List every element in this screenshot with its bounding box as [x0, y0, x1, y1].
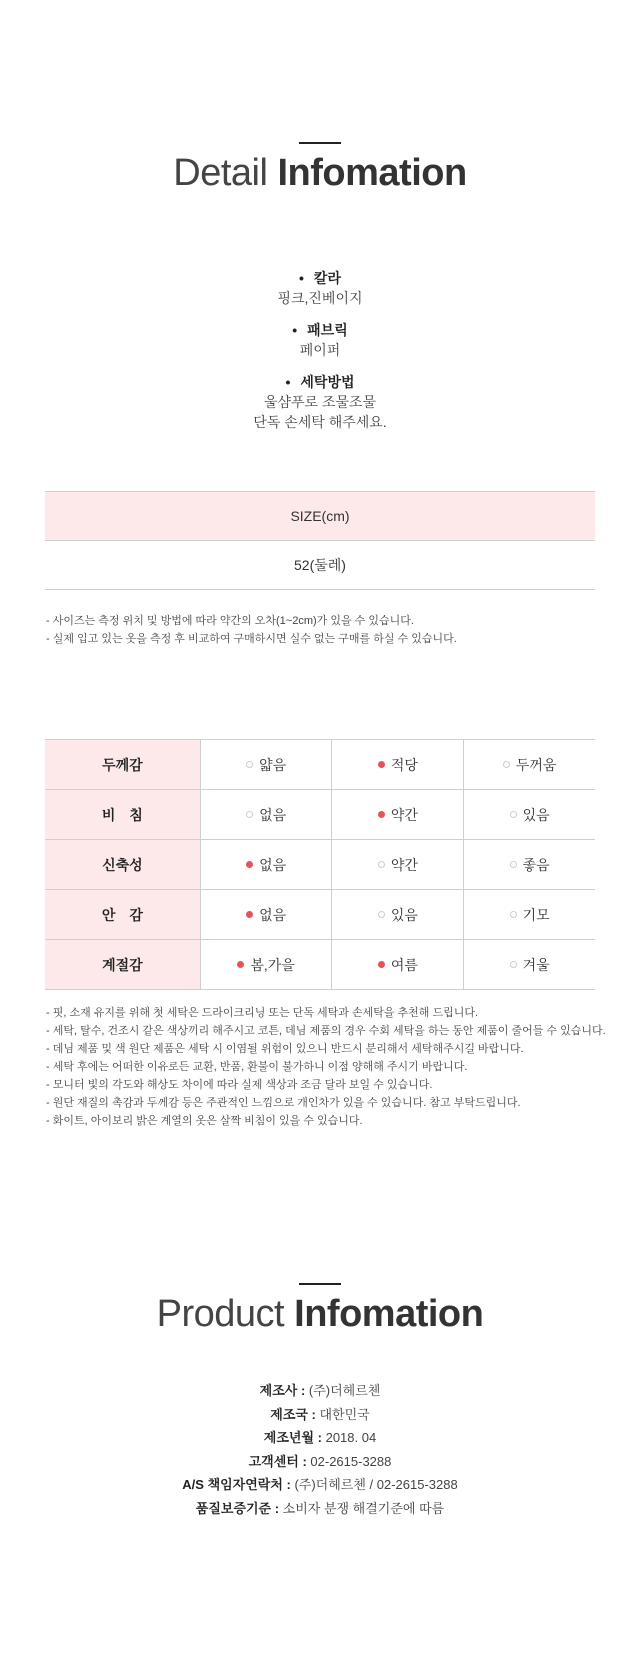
attribute-option — [200, 840, 332, 890]
attribute-option — [332, 790, 464, 840]
product-info-value: (주)더헤르첸 — [308, 1383, 381, 1398]
product-heading-bar — [299, 1283, 341, 1285]
detail-heading-bold: Infomation — [277, 152, 467, 194]
dot-off-icon — [503, 761, 510, 768]
dot-off-icon — [378, 861, 385, 868]
product-info-list — [0, 1379, 640, 1520]
note-line: - 원단 재질의 촉감과 두께감 등은 주관적인 느낌으로 개인차가 있을 수 있습니다. 참고 부탁드립니다. — [46, 1097, 521, 1109]
product-info-row — [0, 1497, 640, 1521]
option-text: 없음 — [259, 856, 287, 873]
attribute-option — [332, 940, 464, 990]
product-heading-light: Product — [156, 1293, 285, 1335]
product-info-key: 제조년월 : — [263, 1430, 326, 1445]
option-text: 봄,가을 — [250, 956, 295, 973]
dot-off-icon — [246, 811, 253, 818]
product-info-key: 제조국 : — [270, 1406, 320, 1422]
attribute-option — [464, 890, 595, 940]
option-text: 약간 — [390, 856, 418, 873]
note-line: - 데님 제품 및 색 원단 제품은 세탁 시 이염될 위험이 있으니 반드시 분리해서 세탁해주시길 바랍니다. — [46, 1043, 524, 1055]
product-info-value: 2018. 04 — [325, 1430, 377, 1445]
note-line: - 실제 입고 있는 옷을 측정 후 비교하여 구매하시면 실수 없는 구매를 하실 수 있습니다. — [46, 633, 457, 645]
size-table-value: 52(둘레) — [45, 541, 595, 590]
product-info-value: 대한민국 — [319, 1406, 370, 1422]
attribute-label: 신축성 — [45, 840, 200, 890]
note-line: - 사이즈는 측정 위치 및 방법에 따라 약간의 오차(1~2cm)가 있을 수 있습니다. — [46, 615, 414, 627]
dot-off-icon — [510, 911, 517, 918]
detail-item-fabric — [0, 320, 640, 360]
option-text: 두꺼움 — [515, 756, 557, 773]
attribute-label: 두께감 — [45, 740, 200, 790]
attribute-option — [464, 790, 595, 840]
attribute-option — [332, 840, 464, 890]
size-notes — [46, 612, 606, 648]
attribute-option — [464, 840, 595, 890]
product-heading-bold: Infomation — [294, 1293, 484, 1335]
option-text: 약간 — [390, 806, 418, 823]
detail-label: 패브릭 — [307, 322, 348, 338]
product-info-value: 소비자 분쟁 해결기준에 따름 — [282, 1500, 445, 1516]
detail-heading-light: Detail — [173, 152, 268, 194]
detail-item-color — [0, 268, 640, 308]
detail-label: 세탁방법 — [300, 374, 355, 390]
detail-label: 칼라 — [313, 270, 341, 286]
detail-list — [0, 268, 640, 444]
dot-off-icon — [246, 761, 253, 768]
bullet-icon: • — [292, 322, 298, 338]
dot-on-icon — [237, 961, 244, 968]
product-info-value: (주)더헤르첸 / 02-2615-3288 — [294, 1477, 458, 1492]
detail-value: 페이퍼 — [299, 342, 341, 358]
attribute-table — [45, 739, 595, 990]
detail-heading — [0, 152, 640, 195]
dot-on-icon — [246, 861, 253, 868]
product-info-key: 고객센터 : — [248, 1453, 311, 1469]
dot-on-icon — [378, 761, 385, 768]
bullet-icon: • — [285, 374, 291, 390]
detail-item-washing — [0, 372, 640, 432]
product-info-row — [0, 1473, 640, 1497]
dot-on-icon — [246, 911, 253, 918]
option-text: 있음 — [522, 806, 550, 823]
option-text: 좋음 — [522, 856, 550, 873]
attribute-option — [200, 740, 332, 790]
product-info-row — [0, 1426, 640, 1450]
detail-value: 울샴푸로 조물조물 — [263, 394, 377, 410]
attribute-option — [200, 940, 332, 990]
bullet-icon: • — [299, 270, 304, 286]
attribute-option — [200, 890, 332, 940]
note-line: - 세탁 후에는 어떠한 이유로든 교환, 반품, 환불이 불가하니 이점 양해해 주시기 바랍니다. — [46, 1061, 468, 1073]
attribute-option — [332, 740, 464, 790]
attribute-row-sheerness — [45, 790, 595, 840]
note-line: - 핏, 소재 유지를 위해 첫 세탁은 드라이크리닝 또는 단독 세탁과 손세탁을 추천해 드립니다. — [46, 1007, 479, 1019]
attribute-row-thickness — [45, 740, 595, 790]
attribute-label: 비 침 — [45, 790, 200, 840]
attribute-label: 안 감 — [45, 890, 200, 940]
dot-on-icon — [378, 811, 385, 818]
option-text: 있음 — [390, 906, 418, 923]
dot-off-icon — [510, 811, 517, 818]
product-info-row — [0, 1379, 640, 1403]
option-text: 얇음 — [259, 756, 287, 773]
product-heading — [0, 1293, 640, 1336]
detail-value: 핑크,진베이지 — [277, 290, 363, 306]
attribute-label: 계절감 — [45, 940, 200, 990]
note-line: - 모니터 빛의 각도와 해상도 차이에 따라 실제 색상과 조금 달라 보일 수 있습니다. — [46, 1079, 433, 1091]
dot-off-icon — [378, 911, 385, 918]
size-table — [45, 491, 595, 590]
size-table-header: SIZE(cm) — [45, 492, 595, 541]
product-info-row — [0, 1450, 640, 1474]
dot-off-icon — [510, 861, 517, 868]
detail-value: 단독 손세탁 해주세요. — [253, 414, 387, 430]
product-info-value: 02-2615-3288 — [310, 1453, 392, 1469]
option-text: 여름 — [390, 956, 418, 973]
attribute-option — [332, 890, 464, 940]
option-text: 겨울 — [522, 956, 550, 973]
detail-heading-bar — [299, 142, 341, 144]
attribute-option — [200, 790, 332, 840]
note-line: - 세탁, 탈수, 건조시 같은 색상끼리 해주시고 코튼, 데님 제품의 경우 수회 세탁을 하는 동안 제품이 줄어들 수 있습니다. — [46, 1025, 606, 1037]
care-notes — [46, 1004, 606, 1130]
note-line: - 화이트, 아이보리 밝은 계열의 옷은 살짝 비침이 있을 수 있습니다. — [46, 1115, 363, 1127]
dot-on-icon — [378, 961, 385, 968]
attribute-row-lining — [45, 890, 595, 940]
product-info-key: A/S 책임자연락처 : — [182, 1477, 295, 1492]
product-info-key: 제조사 : — [259, 1383, 309, 1398]
option-text: 없음 — [259, 806, 287, 823]
option-text: 없음 — [259, 906, 287, 923]
option-text: 적당 — [390, 756, 418, 773]
product-info-row — [0, 1403, 640, 1427]
attribute-row-stretch — [45, 840, 595, 890]
dot-off-icon — [510, 961, 517, 968]
product-info-key: 품질보증기준 : — [195, 1500, 283, 1516]
option-text: 기모 — [522, 906, 550, 923]
attribute-option — [464, 740, 595, 790]
attribute-option — [464, 940, 595, 990]
attribute-row-season — [45, 940, 595, 990]
